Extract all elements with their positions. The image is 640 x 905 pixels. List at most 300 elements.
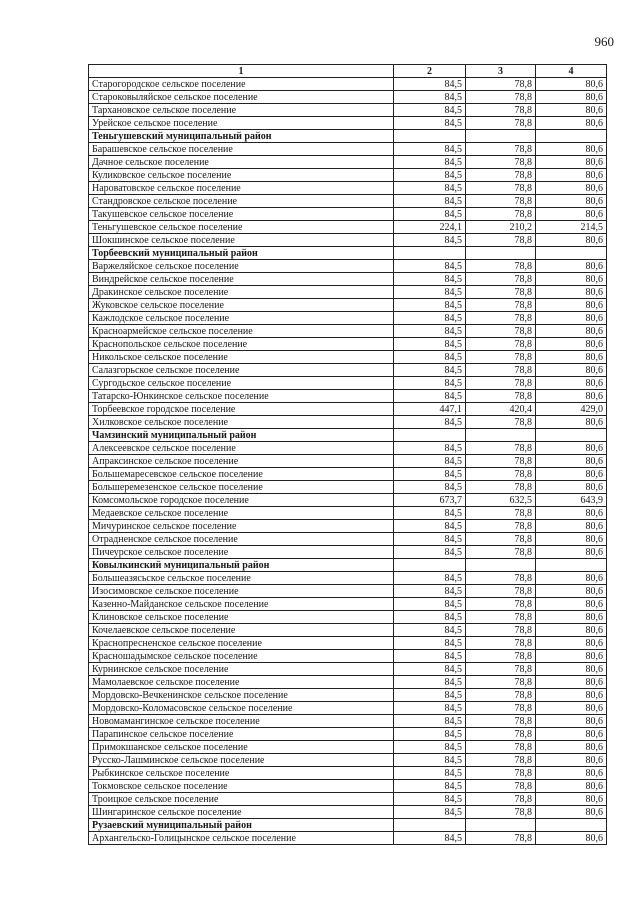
- settlement-name-cell: Русско-Лашминское сельское поселение: [89, 754, 394, 767]
- value-cell-col2: 84,5: [394, 702, 466, 715]
- table-row: [89, 234, 607, 247]
- table-row: [89, 182, 607, 195]
- value-cell-col2: 84,5: [394, 481, 466, 494]
- value-cell-col3: 78,8: [466, 546, 536, 559]
- table-row: [89, 416, 607, 429]
- value-cell-col3: 78,8: [466, 416, 536, 429]
- value-cell-col2: 84,5: [394, 91, 466, 104]
- value-cell-col3: 78,8: [466, 676, 536, 689]
- value-cell-col4: 80,6: [536, 351, 607, 364]
- value-cell-col3: [466, 819, 536, 832]
- value-cell-col2: 84,5: [394, 338, 466, 351]
- settlement-name-cell: Красношадымское сельское поселение: [89, 650, 394, 663]
- value-cell-col3: [466, 559, 536, 572]
- table-row: [89, 104, 607, 117]
- value-cell-col3: 78,8: [466, 767, 536, 780]
- settlement-name-cell: Сургодьское сельское поселение: [89, 377, 394, 390]
- table-row: [89, 156, 607, 169]
- settlement-name-cell: Жуковское сельское поселение: [89, 299, 394, 312]
- settlement-name-cell: Краснопольское сельское поселение: [89, 338, 394, 351]
- value-cell-col4: 80,6: [536, 104, 607, 117]
- value-cell-col2: 84,5: [394, 143, 466, 156]
- value-cell-col2: [394, 559, 466, 572]
- value-cell-col4: 80,6: [536, 312, 607, 325]
- value-cell-col2: 84,5: [394, 78, 466, 91]
- settlement-name-cell: Алексеевское сельское поселение: [89, 442, 394, 455]
- value-cell-col2: 84,5: [394, 104, 466, 117]
- table-row: [89, 403, 607, 416]
- value-cell-col2: 84,5: [394, 507, 466, 520]
- table-row: [89, 715, 607, 728]
- value-cell-col2: 84,5: [394, 637, 466, 650]
- value-cell-col4: 80,6: [536, 78, 607, 91]
- district-name-cell: Ковылкинский муниципальный район: [89, 559, 394, 572]
- settlement-name-cell: Урейское сельское поселение: [89, 117, 394, 130]
- table-row: [89, 91, 607, 104]
- value-cell-col4: 80,6: [536, 520, 607, 533]
- value-cell-col4: 80,6: [536, 169, 607, 182]
- settlement-name-cell: Большеазясьское сельское поселение: [89, 572, 394, 585]
- value-cell-col2: 84,5: [394, 442, 466, 455]
- settlement-name-cell: Новомамангинское сельское поселение: [89, 715, 394, 728]
- table-row: [89, 611, 607, 624]
- table-row: [89, 494, 607, 507]
- settlement-name-cell: Такушевское сельское поселение: [89, 208, 394, 221]
- table-row: [89, 533, 607, 546]
- value-cell-col3: 78,8: [466, 689, 536, 702]
- settlement-name-cell: Никольское сельское поселение: [89, 351, 394, 364]
- value-cell-col4: 80,6: [536, 806, 607, 819]
- value-cell-col4: [536, 429, 607, 442]
- settlement-name-cell: Кажлодское сельское поселение: [89, 312, 394, 325]
- page-number: 960: [594, 34, 614, 49]
- settlement-name-cell: Староковыляйское сельское поселение: [89, 91, 394, 104]
- value-cell-col4: 80,6: [536, 715, 607, 728]
- value-cell-col4: 80,6: [536, 260, 607, 273]
- value-cell-col3: 78,8: [466, 442, 536, 455]
- value-cell-col3: 78,8: [466, 364, 536, 377]
- table-row: [89, 390, 607, 403]
- value-cell-col4: 80,6: [536, 299, 607, 312]
- table-row: [89, 481, 607, 494]
- value-cell-col3: 78,8: [466, 234, 536, 247]
- column-header-1: 1: [89, 65, 394, 78]
- settlement-name-cell: Варжеляйское сельское поселение: [89, 260, 394, 273]
- value-cell-col4: 80,6: [536, 143, 607, 156]
- value-cell-col3: 78,8: [466, 624, 536, 637]
- table-row: [89, 637, 607, 650]
- value-cell-col2: 84,5: [394, 390, 466, 403]
- table-row: [89, 377, 607, 390]
- value-cell-col4: 80,6: [536, 286, 607, 299]
- value-cell-col4: 80,6: [536, 650, 607, 663]
- value-cell-col2: 84,5: [394, 624, 466, 637]
- value-cell-col4: [536, 247, 607, 260]
- value-cell-col3: 78,8: [466, 286, 536, 299]
- value-cell-col2: 84,5: [394, 572, 466, 585]
- value-cell-col2: 84,5: [394, 169, 466, 182]
- value-cell-col3: 78,8: [466, 468, 536, 481]
- value-cell-col4: 80,6: [536, 182, 607, 195]
- value-cell-col3: 78,8: [466, 117, 536, 130]
- value-cell-col3: 78,8: [466, 702, 536, 715]
- value-cell-col4: 80,6: [536, 364, 607, 377]
- value-cell-col2: 84,5: [394, 715, 466, 728]
- value-cell-col3: 78,8: [466, 351, 536, 364]
- table-row: [89, 546, 607, 559]
- table-row: [89, 507, 607, 520]
- value-cell-col4: 80,6: [536, 273, 607, 286]
- table-row: [89, 364, 607, 377]
- table-row: [89, 273, 607, 286]
- value-cell-col2: 84,5: [394, 546, 466, 559]
- settlement-name-cell: Курнинское сельское поселение: [89, 663, 394, 676]
- value-cell-col3: 78,8: [466, 663, 536, 676]
- settlement-name-cell: Мамолаевское сельское поселение: [89, 676, 394, 689]
- settlement-name-cell: Куликовское сельское поселение: [89, 169, 394, 182]
- value-cell-col2: 447,1: [394, 403, 466, 416]
- value-cell-col4: 429,0: [536, 403, 607, 416]
- table-row: [89, 143, 607, 156]
- table-row: [89, 195, 607, 208]
- value-cell-col2: 84,5: [394, 650, 466, 663]
- value-cell-col3: 78,8: [466, 182, 536, 195]
- settlement-name-cell: Токмовское сельское поселение: [89, 780, 394, 793]
- value-cell-col4: 80,6: [536, 637, 607, 650]
- settlement-name-cell: Парапинское сельское поселение: [89, 728, 394, 741]
- table-row: [89, 312, 607, 325]
- value-cell-col3: 78,8: [466, 208, 536, 221]
- value-cell-col3: 78,8: [466, 507, 536, 520]
- value-cell-col4: 80,6: [536, 455, 607, 468]
- district-header-row: [89, 247, 607, 260]
- table-row: [89, 117, 607, 130]
- value-cell-col3: 78,8: [466, 715, 536, 728]
- value-cell-col3: 78,8: [466, 104, 536, 117]
- column-header-2: 2: [394, 65, 466, 78]
- value-cell-col2: 84,5: [394, 156, 466, 169]
- value-cell-col3: 78,8: [466, 273, 536, 286]
- settlement-name-cell: Большемаресевское сельское поселение: [89, 468, 394, 481]
- settlement-name-cell: Тархановское сельское поселение: [89, 104, 394, 117]
- value-cell-col4: 80,6: [536, 156, 607, 169]
- settlement-name-cell: Кочелаевское сельское поселение: [89, 624, 394, 637]
- table-row: [89, 260, 607, 273]
- value-cell-col2: 84,5: [394, 676, 466, 689]
- value-cell-col3: 78,8: [466, 78, 536, 91]
- settlement-name-cell: Архангельско-Голицынское сельское поселение: [89, 832, 394, 845]
- value-cell-col2: 84,5: [394, 780, 466, 793]
- value-cell-col4: 80,6: [536, 611, 607, 624]
- table-row: [89, 689, 607, 702]
- value-cell-col4: 80,6: [536, 533, 607, 546]
- value-cell-col2: 84,5: [394, 182, 466, 195]
- value-cell-col3: 78,8: [466, 143, 536, 156]
- district-header-row: [89, 819, 607, 832]
- value-cell-col4: 80,6: [536, 117, 607, 130]
- value-cell-col2: 84,5: [394, 351, 466, 364]
- value-cell-col3: [466, 130, 536, 143]
- settlement-name-cell: Салазгорьское сельское поселение: [89, 364, 394, 377]
- value-cell-col3: 78,8: [466, 156, 536, 169]
- value-cell-col2: 84,5: [394, 117, 466, 130]
- value-cell-col2: 84,5: [394, 468, 466, 481]
- value-cell-col3: 420,4: [466, 403, 536, 416]
- settlement-name-cell: Барашевское сельское поселение: [89, 143, 394, 156]
- value-cell-col3: 632,5: [466, 494, 536, 507]
- value-cell-col3: 78,8: [466, 91, 536, 104]
- value-cell-col4: 80,6: [536, 468, 607, 481]
- value-cell-col2: 84,5: [394, 585, 466, 598]
- district-name-cell: Теньгушевский муниципальный район: [89, 130, 394, 143]
- table-row: [89, 676, 607, 689]
- value-cell-col3: 78,8: [466, 169, 536, 182]
- value-cell-col3: 78,8: [466, 611, 536, 624]
- value-cell-col4: 80,6: [536, 793, 607, 806]
- table-row: [89, 299, 607, 312]
- value-cell-col3: 78,8: [466, 793, 536, 806]
- value-cell-col3: 78,8: [466, 741, 536, 754]
- value-cell-col3: 78,8: [466, 520, 536, 533]
- value-cell-col3: [466, 429, 536, 442]
- table-row: [89, 338, 607, 351]
- table-row: [89, 208, 607, 221]
- value-cell-col4: 80,6: [536, 208, 607, 221]
- value-cell-col3: 210,2: [466, 221, 536, 234]
- value-cell-col3: 78,8: [466, 754, 536, 767]
- value-cell-col3: 78,8: [466, 728, 536, 741]
- value-cell-col3: [466, 247, 536, 260]
- settlement-name-cell: Клиновское сельское поселение: [89, 611, 394, 624]
- value-cell-col2: 84,5: [394, 741, 466, 754]
- value-cell-col2: 84,5: [394, 806, 466, 819]
- value-cell-col2: 84,5: [394, 299, 466, 312]
- table-row: [89, 221, 607, 234]
- value-cell-col4: 80,6: [536, 754, 607, 767]
- settlement-name-cell: Комсомольское городское поселение: [89, 494, 394, 507]
- value-cell-col3: 78,8: [466, 585, 536, 598]
- settlement-name-cell: Шингаринское сельское поселение: [89, 806, 394, 819]
- value-cell-col2: 84,5: [394, 260, 466, 273]
- value-cell-col2: 84,5: [394, 195, 466, 208]
- table-row: [89, 624, 607, 637]
- value-cell-col2: 84,5: [394, 377, 466, 390]
- table-row: [89, 728, 607, 741]
- table-row: [89, 468, 607, 481]
- settlement-name-cell: Отрадненское сельское поселение: [89, 533, 394, 546]
- settlement-name-cell: Изосимовское сельское поселение: [89, 585, 394, 598]
- settlement-name-cell: Старогородское сельское поселение: [89, 78, 394, 91]
- table-row: [89, 793, 607, 806]
- table-body: [89, 78, 607, 845]
- value-cell-col4: 80,6: [536, 195, 607, 208]
- table-row: [89, 663, 607, 676]
- value-cell-col4: 80,6: [536, 390, 607, 403]
- budget-table: [88, 64, 607, 845]
- value-cell-col2: 84,5: [394, 754, 466, 767]
- value-cell-col2: 84,5: [394, 598, 466, 611]
- settlement-name-cell: Краснопресненское сельское поселение: [89, 637, 394, 650]
- value-cell-col3: 78,8: [466, 260, 536, 273]
- table-row: [89, 572, 607, 585]
- value-cell-col2: [394, 429, 466, 442]
- value-cell-col3: 78,8: [466, 650, 536, 663]
- settlement-name-cell: Красноармейское сельское поселение: [89, 325, 394, 338]
- settlement-name-cell: Большеремезенское сельское поселение: [89, 481, 394, 494]
- table-row: [89, 598, 607, 611]
- value-cell-col4: [536, 559, 607, 572]
- value-cell-col3: 78,8: [466, 195, 536, 208]
- value-cell-col4: 80,6: [536, 676, 607, 689]
- table-row: [89, 806, 607, 819]
- table-row: [89, 286, 607, 299]
- value-cell-col3: 78,8: [466, 325, 536, 338]
- header-row: [89, 65, 607, 78]
- settlement-name-cell: Шокшинское сельское поселение: [89, 234, 394, 247]
- settlement-name-cell: Медаевское сельское поселение: [89, 507, 394, 520]
- value-cell-col4: 80,6: [536, 598, 607, 611]
- value-cell-col4: 80,6: [536, 325, 607, 338]
- value-cell-col2: 84,5: [394, 533, 466, 546]
- value-cell-col4: 80,6: [536, 91, 607, 104]
- table-row: [89, 650, 607, 663]
- settlement-name-cell: Мордовско-Вечкенинское сельское поселение: [89, 689, 394, 702]
- settlement-name-cell: Виндрейское сельское поселение: [89, 273, 394, 286]
- value-cell-col3: 78,8: [466, 299, 536, 312]
- value-cell-col2: 84,5: [394, 728, 466, 741]
- value-cell-col4: 80,6: [536, 663, 607, 676]
- column-header-4: 4: [536, 65, 607, 78]
- value-cell-col4: 80,6: [536, 377, 607, 390]
- value-cell-col2: 84,5: [394, 273, 466, 286]
- value-cell-col2: 84,5: [394, 208, 466, 221]
- column-header-3: 3: [466, 65, 536, 78]
- value-cell-col4: 80,6: [536, 546, 607, 559]
- value-cell-col4: 80,6: [536, 481, 607, 494]
- settlement-name-cell: Дракинское сельское поселение: [89, 286, 394, 299]
- table-row: [89, 351, 607, 364]
- settlement-name-cell: Торбеевское городское поселение: [89, 403, 394, 416]
- value-cell-col2: [394, 819, 466, 832]
- settlement-name-cell: Апраксинское сельское поселение: [89, 455, 394, 468]
- value-cell-col3: 78,8: [466, 598, 536, 611]
- value-cell-col3: 78,8: [466, 806, 536, 819]
- district-name-cell: Рузаевский муниципальный район: [89, 819, 394, 832]
- value-cell-col3: 78,8: [466, 338, 536, 351]
- settlement-name-cell: Пичеурское сельское поселение: [89, 546, 394, 559]
- value-cell-col3: 78,8: [466, 780, 536, 793]
- value-cell-col4: [536, 819, 607, 832]
- value-cell-col4: 214,5: [536, 221, 607, 234]
- table-row: [89, 780, 607, 793]
- table-row: [89, 78, 607, 91]
- value-cell-col4: 80,6: [536, 416, 607, 429]
- value-cell-col2: 84,5: [394, 689, 466, 702]
- value-cell-col4: 80,6: [536, 832, 607, 845]
- table-row: [89, 325, 607, 338]
- value-cell-col2: 84,5: [394, 325, 466, 338]
- value-cell-col4: 80,6: [536, 741, 607, 754]
- settlement-name-cell: Нароватовское сельское поселение: [89, 182, 394, 195]
- value-cell-col4: 80,6: [536, 689, 607, 702]
- value-cell-col3: 78,8: [466, 377, 536, 390]
- value-cell-col2: 84,5: [394, 663, 466, 676]
- settlement-name-cell: Дачное сельское поселение: [89, 156, 394, 169]
- table-row: [89, 169, 607, 182]
- value-cell-col4: 80,6: [536, 507, 607, 520]
- value-cell-col3: 78,8: [466, 637, 536, 650]
- value-cell-col2: 224,1: [394, 221, 466, 234]
- district-header-row: [89, 130, 607, 143]
- value-cell-col3: 78,8: [466, 481, 536, 494]
- value-cell-col4: 80,6: [536, 767, 607, 780]
- value-cell-col4: 80,6: [536, 780, 607, 793]
- table-row: [89, 741, 607, 754]
- value-cell-col2: 84,5: [394, 234, 466, 247]
- value-cell-col2: [394, 130, 466, 143]
- value-cell-col2: 84,5: [394, 767, 466, 780]
- value-cell-col3: 78,8: [466, 390, 536, 403]
- settlement-name-cell: Стандровское сельское поселение: [89, 195, 394, 208]
- value-cell-col2: 84,5: [394, 312, 466, 325]
- district-name-cell: Торбеевский муниципальный район: [89, 247, 394, 260]
- value-cell-col4: 80,6: [536, 442, 607, 455]
- value-cell-col4: 80,6: [536, 585, 607, 598]
- settlement-name-cell: Мичуринское сельское поселение: [89, 520, 394, 533]
- district-header-row: [89, 559, 607, 572]
- value-cell-col2: 84,5: [394, 611, 466, 624]
- value-cell-col3: 78,8: [466, 572, 536, 585]
- value-cell-col2: 84,5: [394, 416, 466, 429]
- district-name-cell: Чамзинский муниципальный район: [89, 429, 394, 442]
- table-row: [89, 767, 607, 780]
- value-cell-col3: 78,8: [466, 312, 536, 325]
- value-cell-col2: 673,7: [394, 494, 466, 507]
- value-cell-col2: 84,5: [394, 793, 466, 806]
- settlement-name-cell: Троицкое сельское поселение: [89, 793, 394, 806]
- settlement-name-cell: Теньгушевское сельское поселение: [89, 221, 394, 234]
- table-row: [89, 832, 607, 845]
- settlement-name-cell: Примокшанское сельское поселение: [89, 741, 394, 754]
- settlement-name-cell: Хилковское сельское поселение: [89, 416, 394, 429]
- value-cell-col4: 80,6: [536, 702, 607, 715]
- value-cell-col2: [394, 247, 466, 260]
- settlement-name-cell: Мордовско-Коломасовское сельское поселение: [89, 702, 394, 715]
- settlement-name-cell: Казенно-Майданское сельское поселение: [89, 598, 394, 611]
- value-cell-col4: 80,6: [536, 572, 607, 585]
- value-cell-col4: [536, 130, 607, 143]
- value-cell-col3: 78,8: [466, 455, 536, 468]
- value-cell-col4: 80,6: [536, 338, 607, 351]
- value-cell-col4: 643,9: [536, 494, 607, 507]
- district-header-row: [89, 429, 607, 442]
- value-cell-col2: 84,5: [394, 520, 466, 533]
- table-row: [89, 455, 607, 468]
- value-cell-col4: 80,6: [536, 234, 607, 247]
- table-row: [89, 754, 607, 767]
- settlement-name-cell: Татарско-Юнкинское сельское поселение: [89, 390, 394, 403]
- table-row: [89, 585, 607, 598]
- value-cell-col2: 84,5: [394, 455, 466, 468]
- value-cell-col4: 80,6: [536, 624, 607, 637]
- table-row: [89, 702, 607, 715]
- value-cell-col2: 84,5: [394, 286, 466, 299]
- settlement-name-cell: Рыбкинское сельское поселение: [89, 767, 394, 780]
- value-cell-col2: 84,5: [394, 364, 466, 377]
- value-cell-col4: 80,6: [536, 728, 607, 741]
- table-row: [89, 442, 607, 455]
- value-cell-col3: 78,8: [466, 533, 536, 546]
